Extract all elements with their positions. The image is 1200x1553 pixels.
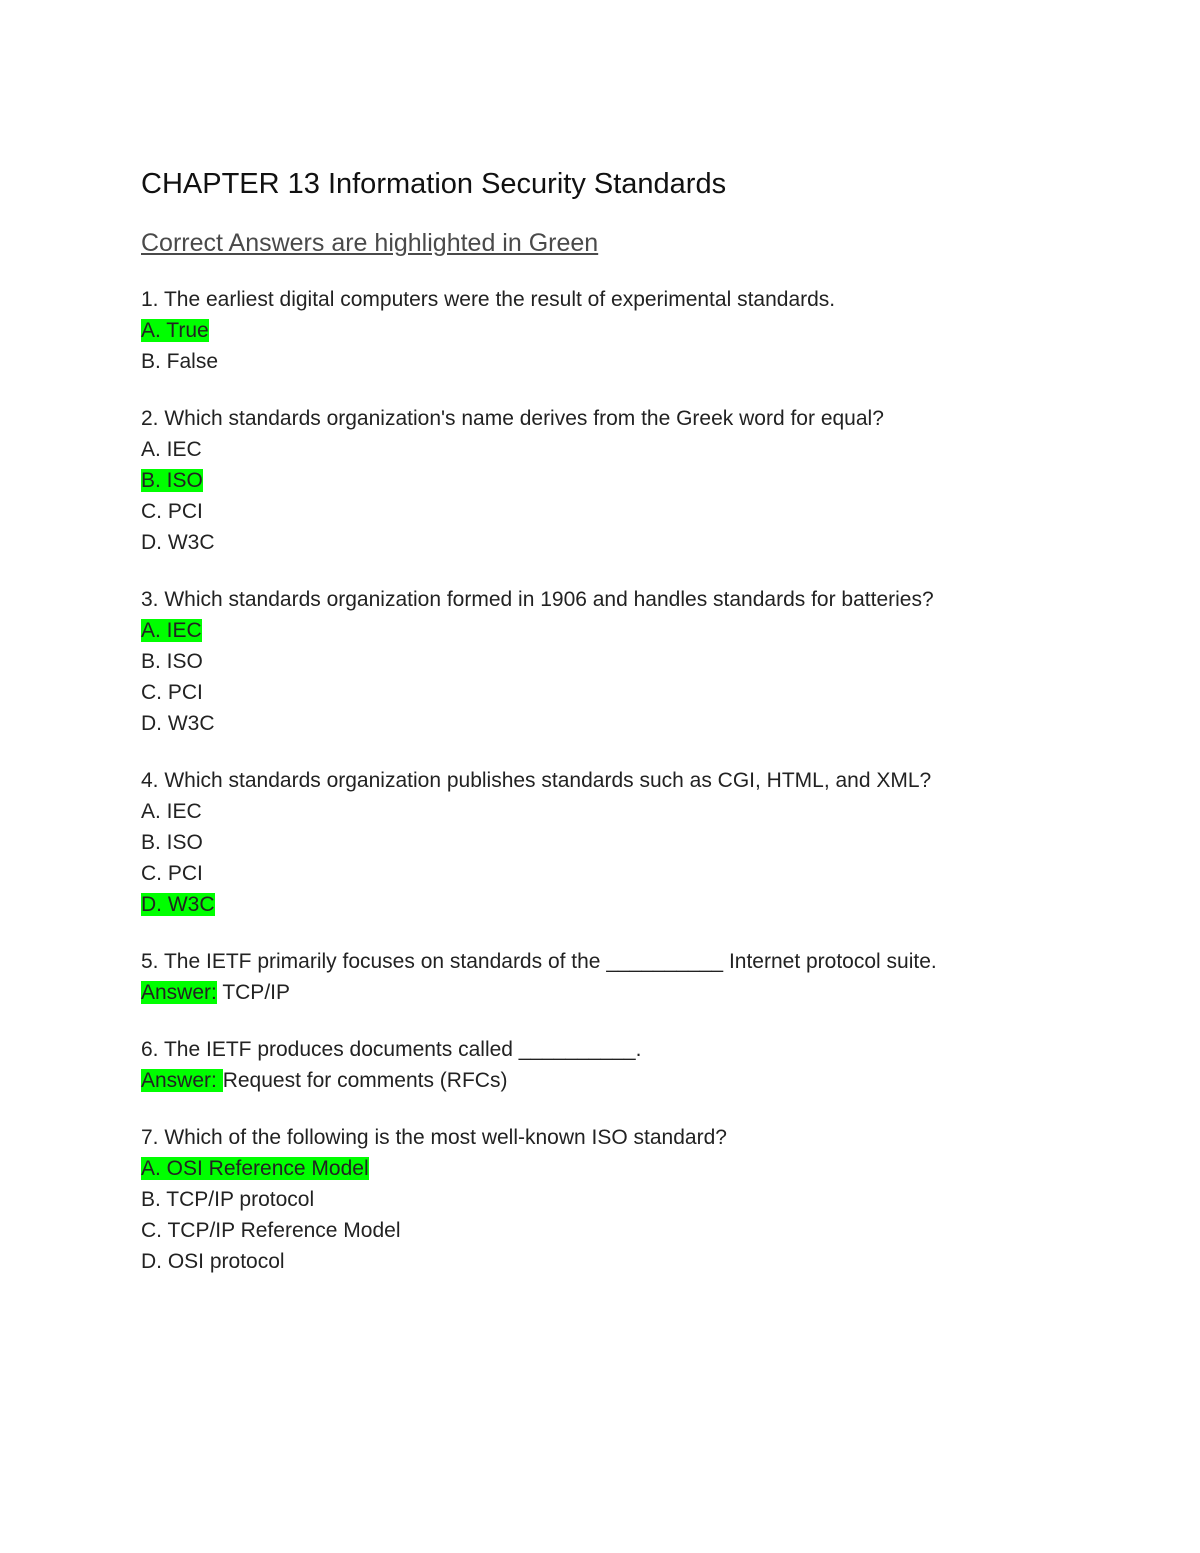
answer-option xyxy=(141,496,1101,527)
answer-option xyxy=(141,615,1101,646)
document-page xyxy=(141,164,1101,1277)
answer-option xyxy=(141,465,1101,496)
answer-option-text: C. PCI xyxy=(141,681,203,704)
answer-option-text: B. TCP/IP protocol xyxy=(141,1188,315,1211)
answer-line xyxy=(141,977,1101,1008)
answer-option xyxy=(141,889,1101,920)
answer-option-text: C. PCI xyxy=(141,862,203,885)
question-prompt: 6. The IETF produces documents called __________. xyxy=(141,1038,642,1061)
answer-text: Request for comments (RFCs) xyxy=(222,1069,508,1092)
answer-option xyxy=(141,677,1101,708)
question-1 xyxy=(141,284,1101,377)
correct-answer-highlight: A. IEC xyxy=(141,619,202,642)
correct-answer-highlight: B. ISO xyxy=(141,469,203,492)
answer-option-text: B. ISO xyxy=(141,650,203,673)
answer-option xyxy=(141,315,1101,346)
question-prompt: 2. Which standards organization's name derives from the Greek word for equal? xyxy=(141,407,884,430)
answer-label-highlight: Answer: xyxy=(141,1069,223,1092)
answer-option xyxy=(141,827,1101,858)
answer-option-text: D. W3C xyxy=(141,712,215,735)
question-5 xyxy=(141,946,1101,1008)
page-title: CHAPTER 13 Information Security Standards xyxy=(141,168,727,200)
answer-option xyxy=(141,708,1101,739)
answer-option xyxy=(141,1184,1101,1215)
answer-option-text: C. TCP/IP Reference Model xyxy=(141,1219,401,1242)
answer-option xyxy=(141,1246,1101,1277)
correct-answer-highlight: A. True xyxy=(141,319,209,342)
answer-option-text: B. ISO xyxy=(141,831,203,854)
answer-option xyxy=(141,646,1101,677)
question-prompt: 3. Which standards organization formed in 1906 and handles standards for batteries? xyxy=(141,588,934,611)
page-subtitle: Correct Answers are highlighted in Green xyxy=(141,229,599,257)
question-prompt: 5. The IETF primarily focuses on standards of the __________ Internet protocol suite. xyxy=(141,950,937,973)
answer-option xyxy=(141,527,1101,558)
answer-line xyxy=(141,1065,1101,1096)
answer-option xyxy=(141,1215,1101,1246)
answer-text: TCP/IP xyxy=(216,981,290,1004)
correct-answer-highlight: A. OSI Reference Model xyxy=(141,1157,369,1180)
correct-answer-highlight: D. W3C xyxy=(141,893,215,916)
answer-option xyxy=(141,346,1101,377)
question-3 xyxy=(141,584,1101,739)
answer-option xyxy=(141,796,1101,827)
question-4 xyxy=(141,765,1101,920)
question-prompt: 1. The earliest digital computers were the result of experimental standards. xyxy=(141,288,836,311)
answer-option-text: D. OSI protocol xyxy=(141,1250,285,1273)
answer-label-highlight: Answer: xyxy=(141,981,217,1004)
question-7 xyxy=(141,1122,1101,1277)
question-6 xyxy=(141,1034,1101,1096)
answer-option-text: A. IEC xyxy=(141,800,202,823)
answer-option-text: D. W3C xyxy=(141,531,215,554)
question-2 xyxy=(141,403,1101,558)
answer-option-text: A. IEC xyxy=(141,438,202,461)
answer-option xyxy=(141,858,1101,889)
answer-option-text: C. PCI xyxy=(141,500,203,523)
question-prompt: 7. Which of the following is the most well-known ISO standard? xyxy=(141,1126,727,1149)
answer-option xyxy=(141,434,1101,465)
question-prompt: 4. Which standards organization publishes standards such as CGI, HTML, and XML? xyxy=(141,769,932,792)
answer-option-text: B. False xyxy=(141,350,219,373)
answer-option xyxy=(141,1153,1101,1184)
